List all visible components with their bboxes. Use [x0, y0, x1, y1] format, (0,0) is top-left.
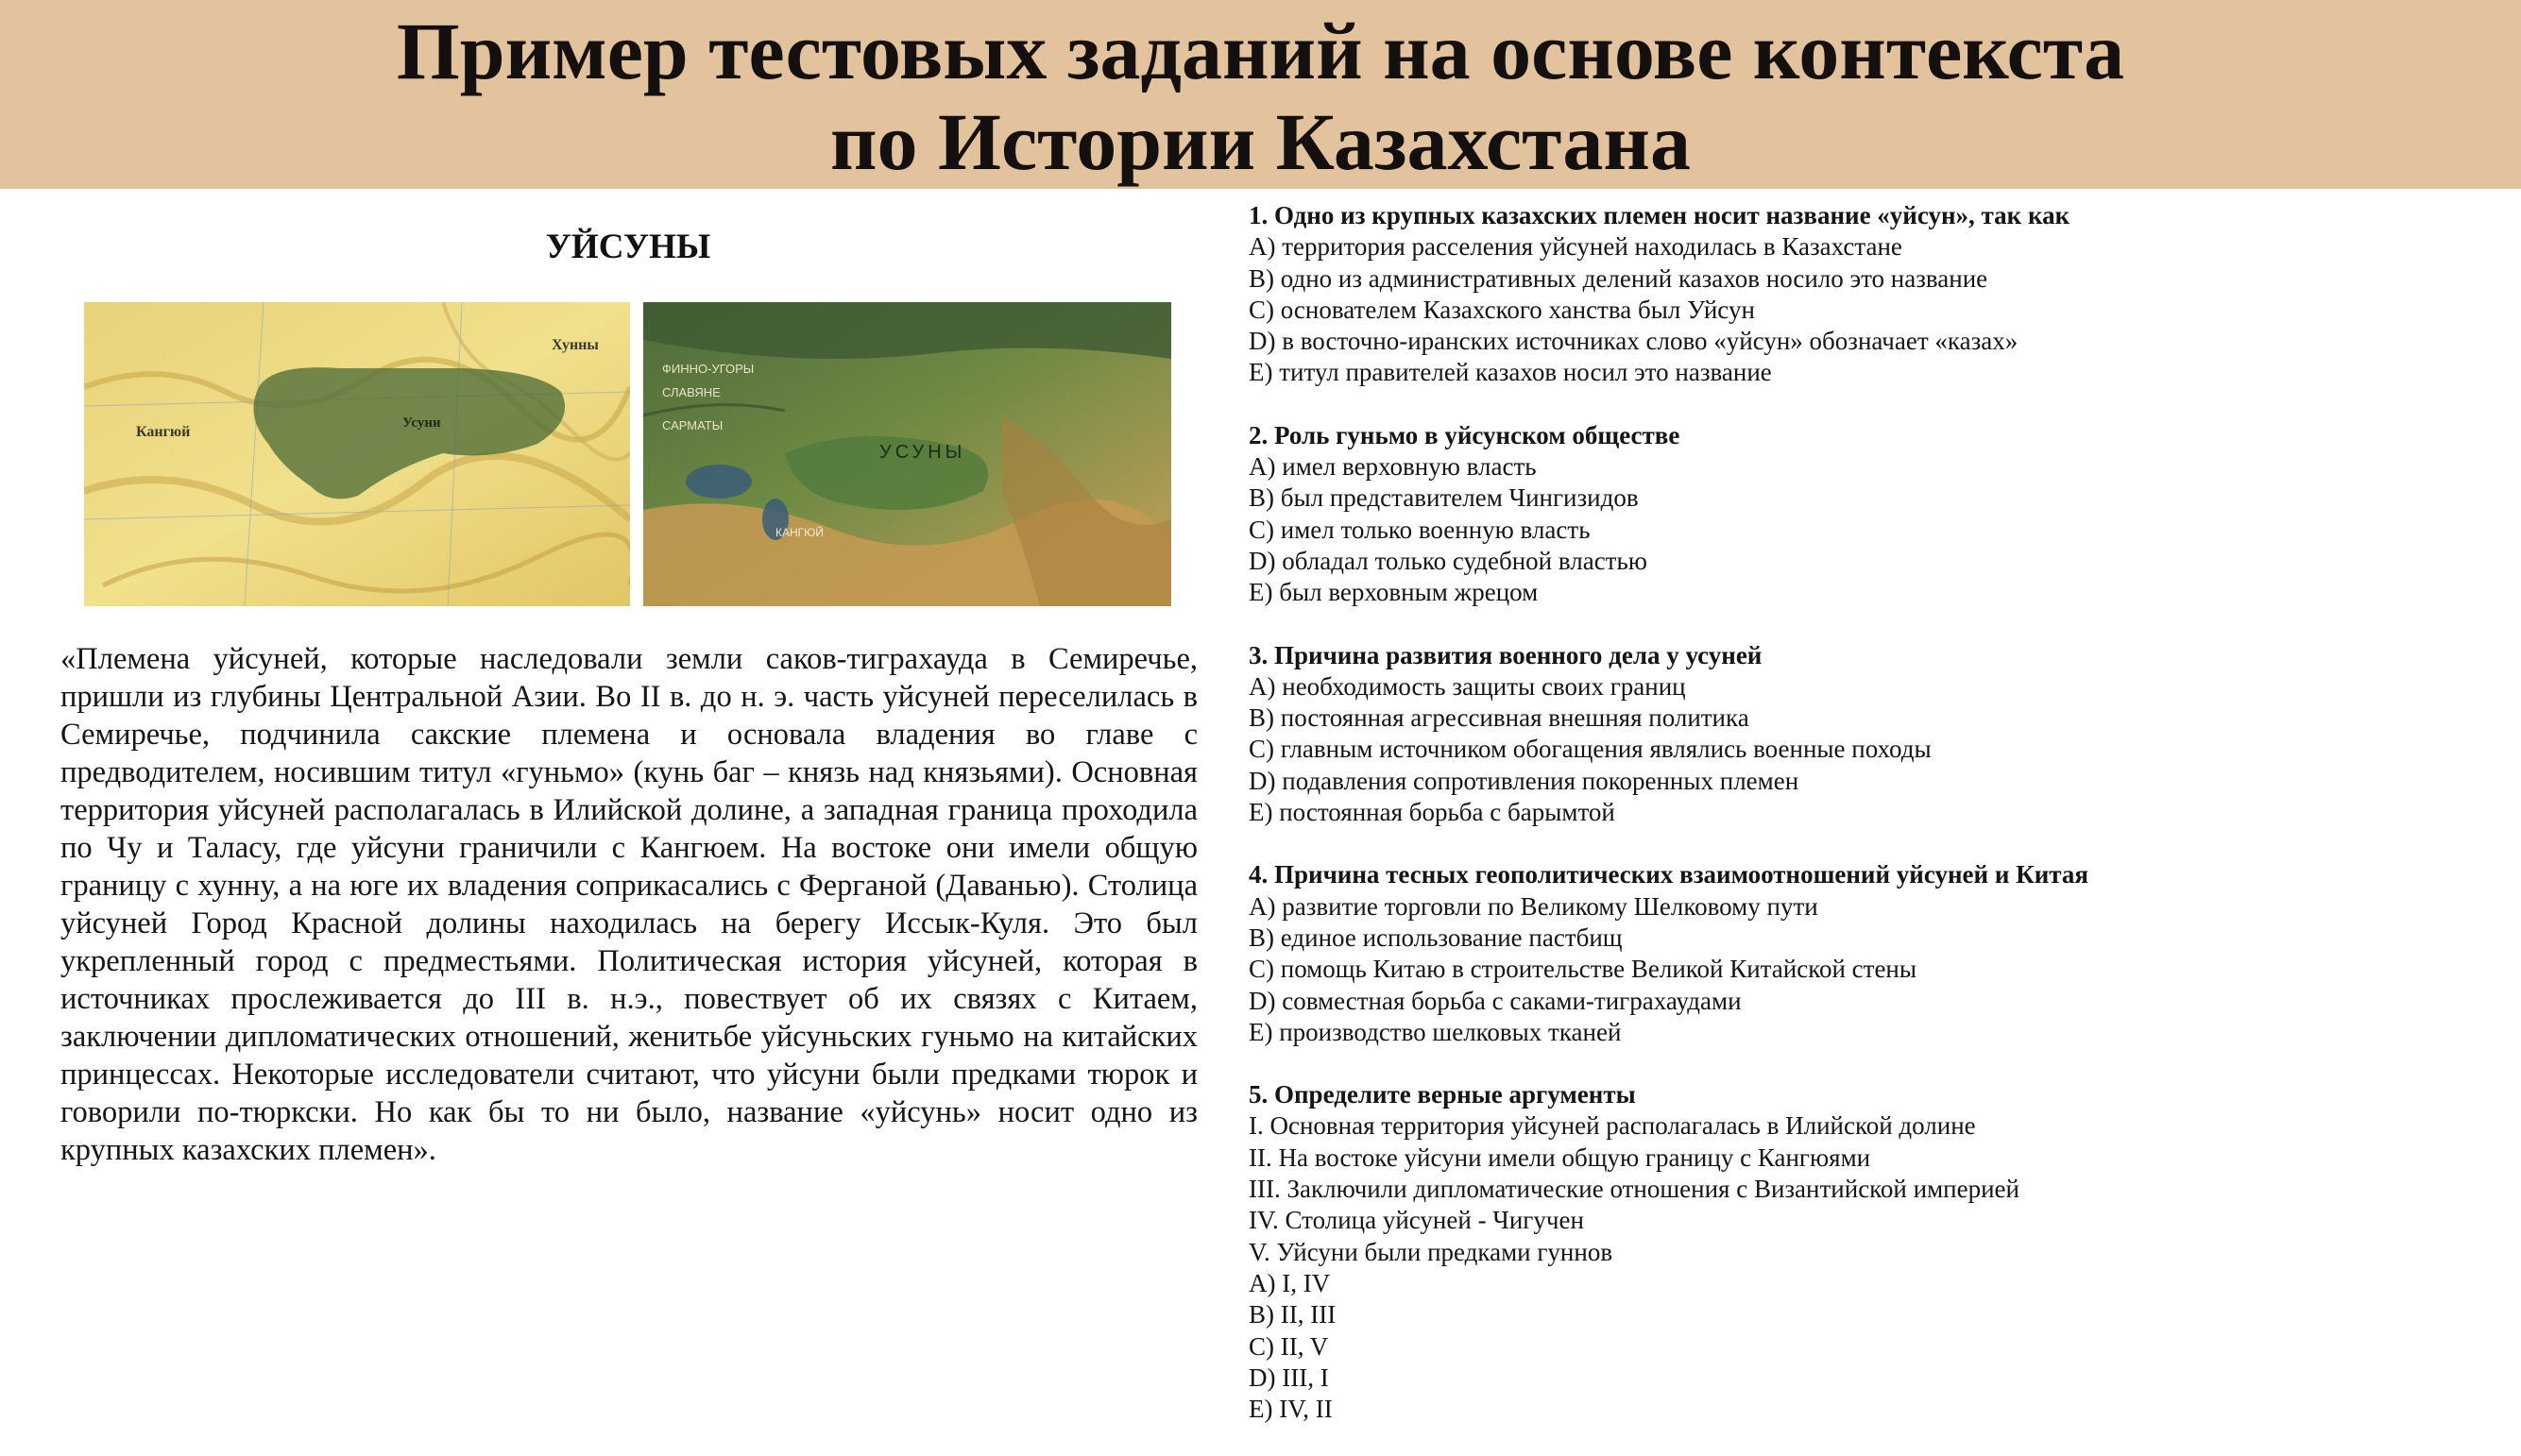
map-label: КАНГЮЙ: [775, 526, 824, 539]
question-block: [1249, 640, 2505, 829]
map-label: СЛАВЯНЕ: [662, 385, 721, 399]
question-block: [1249, 200, 2505, 389]
answer-option: E) был верховным жрецом: [1249, 578, 1539, 607]
answer-option: E) IV, II: [1249, 1395, 1333, 1424]
answer-option: D) обладал только судебной властью: [1249, 546, 1647, 575]
question-block: [1249, 1079, 2505, 1425]
argument-statement: III. Заключили дипломатические отношения с Византийской империей: [1249, 1175, 2019, 1204]
answer-option: C) II, V: [1249, 1331, 1329, 1361]
answer-option: B) был представителем Чингизидов: [1249, 483, 1639, 513]
question-title: 2. Роль гуньмо в уйсунском обществе: [1249, 420, 1680, 449]
answer-option: A) имел верховную власть: [1249, 452, 1537, 482]
answer-option: D) подавления сопротивления покоренных племен: [1249, 766, 1799, 795]
questions-list: [1249, 200, 2505, 1456]
historical-map-image: [84, 302, 630, 606]
argument-statement: V. Уйсуни были предками гуннов: [1249, 1237, 1613, 1266]
question-block: [1249, 859, 2505, 1048]
context-passage: «Племена уйсуней, которые наследовали земли саков-тиграхауда в Семиречье, пришли из глубины Центральной Азии. Во II в. до н. э. часть уйсуней переселилась в Семиречье, подчинила сакские племена и основала владения во главе с предводителем, носившим титул «гуньмо» (кунь баг – князь над князьями). Основная территория уйсуней располагалась в Илийской долине, а западная граница проходила по Чу и Таласу, где уйсуни граничили с Кангюем. На востоке они имели общую границу с хунну, а на юге их владения соприкасались с Ферганой (Даванью). Столица уйсуней Город Красной долины находилась на берегу Иссык-Куля. Это был укрепленный город с предместьями. Политическая история уйсуней, которая в источниках прослеживается до III в. н.э., повествует об их связях с Китаем, заключении дипломатических отношений, женитьбе уйсуньских гуньмо на китайских принцессах. Некоторые исследователи считают, что уйсуни были предками тюрок и говорили по-тюркски. Но как бы то ни было, название «уйсунь» носит одно из крупных казахских племен».: [60, 642, 1198, 1167]
question-block: [1249, 420, 2505, 609]
map-label: САРМАТЫ: [662, 418, 724, 432]
map-label: УСУНЫ: [879, 442, 966, 463]
map-left: [84, 302, 630, 606]
answer-option: C) главным источником обогащения являлись военные походы: [1249, 735, 1932, 764]
answer-option: D) III, I: [1249, 1363, 1329, 1392]
page-title-line-1: Пример тестовых заданий на основе контекста: [396, 6, 2125, 96]
question-title: 4. Причина тесных геополитических взаимоотношений уйсуней и Китая: [1249, 860, 2088, 889]
answer-option: C) имел только военную власть: [1249, 515, 1591, 544]
question-title: 5. Определите верные аргументы: [1249, 1080, 1636, 1109]
argument-statement: I. Основная территория уйсуней располагалась в Илийской долине: [1249, 1111, 1976, 1141]
answer-option: B) постоянная агрессивная внешняя политика: [1249, 703, 1749, 733]
map-right: [643, 302, 1171, 606]
question-title: 3. Причина развития военного дела у усуней: [1249, 640, 1763, 669]
answer-option: A) территория расселения уйсуней находилась в Казахстане: [1249, 232, 1902, 262]
answer-option: B) II, III: [1249, 1300, 1337, 1329]
answer-option: D) совместная борьба с саками-тиграхаудами: [1249, 986, 1742, 1015]
answer-option: E) титул правителей казахов носил это название: [1249, 358, 1772, 387]
answer-option: B) одно из административных делений казахов носило это название: [1249, 263, 1988, 293]
answer-option: A) развитие торговли по Великому Шелковому пути: [1249, 891, 1818, 921]
question-title: 1. Одно из крупных казахских племен носит название «уйсун», так как: [1249, 201, 2070, 229]
answer-option: E) постоянная борьба с барымтой: [1249, 798, 1615, 827]
page-title-line-2: по Истории Казахстана: [830, 96, 1691, 187]
map-label: Усуни: [402, 415, 441, 431]
map-label: Хунны: [552, 337, 599, 353]
map-label: Кангюй: [136, 424, 191, 440]
answer-option: B) единое использование пастбищ: [1249, 923, 1623, 952]
argument-statement: IV. Столица уйсуней - Чигучен: [1249, 1206, 1584, 1235]
answer-option: A) I, IV: [1249, 1268, 1331, 1297]
historical-map-image: [643, 302, 1171, 606]
map-label: ФИННО-УГОРЫ: [662, 362, 755, 376]
argument-statement: II. На востоке уйсуни имели общую границу с Кангюями: [1249, 1143, 1871, 1172]
answer-option: C) помощь Китаю в строительстве Великой Китайской стены: [1249, 955, 1917, 984]
answer-option: A) необходимость защиты своих границ: [1249, 671, 1686, 701]
answer-option: D) в восточно-иранских источниках слово «уйсун» обозначает «казах»: [1249, 327, 2019, 356]
answer-option: C) основателем Казахского ханства был Уйсун: [1249, 295, 1755, 324]
page-title: [0, 6, 2521, 187]
answer-option: E) производство шелковых тканей: [1249, 1017, 1622, 1046]
section-title: УЙСУНЫ: [545, 228, 711, 266]
